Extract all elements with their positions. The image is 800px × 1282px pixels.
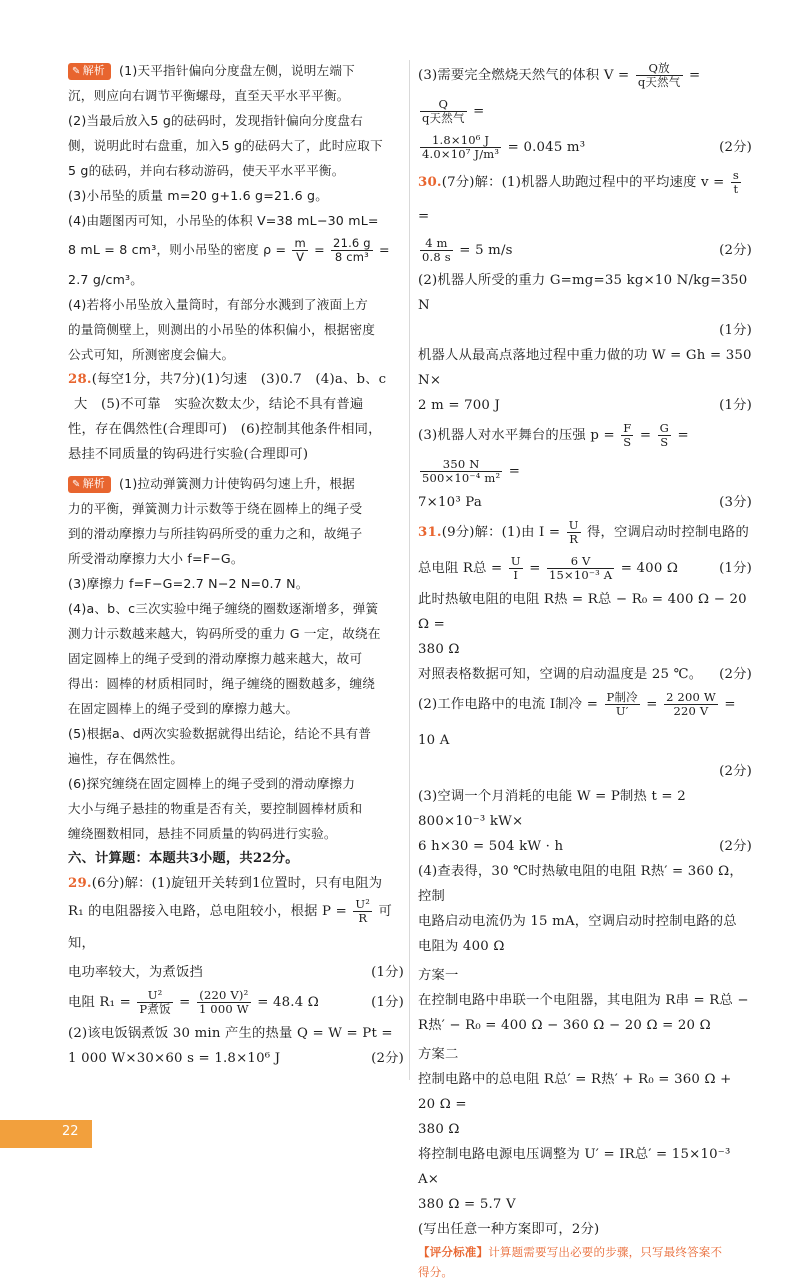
plan-note: (写出任意一种方案即可，2分)	[418, 1222, 600, 1237]
answer-line: 6 h×30 = 504 kW · h (2分)	[418, 834, 752, 859]
speed-value-line: $\frac{4 m}{0.8 s}$ = 5 m/s (2分)	[418, 234, 752, 268]
left-column	[68, 58, 404, 1071]
analysis-line: (3)摩擦力 f=F−G=2.7 N−2 N=0.7 N。	[68, 576, 309, 591]
analysis-line: (6)探究缠绕在固定圆棒上的绳子受到的滑动摩擦力	[68, 776, 356, 791]
score: (2分)	[719, 667, 752, 682]
plan-two-heading: 方案二	[418, 1047, 459, 1062]
answer-line: 性，存在偶然性(合理即可) (6)控制其他条件相同，	[68, 422, 382, 437]
fraction-u2-over-p: U² P煮饭	[139, 988, 171, 1016]
pen-icon: ✎	[72, 479, 81, 490]
analysis-27-p1: ✎ 解析 (1)天平指针偏向分度盘左侧，说明左端下	[68, 58, 404, 83]
answer-line: 380 Ω	[418, 1122, 460, 1137]
analysis-line: 沉，则应向右调节平衡螺母，直至天平水平平衡。	[68, 88, 350, 103]
score: (1分)	[719, 398, 752, 413]
answer-line: 电功率较大，为煮饭挡 (1分)	[68, 960, 404, 985]
question-number: 30.	[418, 175, 442, 190]
analysis-28-p1: ✎ 解析 (1)拉动弹簧测力计使钩码匀速上升，根据	[68, 471, 404, 496]
fraction-4m-over-08s: $\frac{4 m}{0.8 s}$	[422, 236, 451, 264]
answer-line: 电阻为 400 Ω	[418, 939, 505, 954]
question-28-answer: 28.(每空1分，共7分)(1)匀速 (3)0.7 (4)a、b、c	[68, 372, 387, 387]
answer-line: 悬挂不同质量的钩码进行实验(合理即可)	[68, 447, 309, 462]
page-number: 22	[62, 1124, 79, 1139]
right-column	[418, 58, 752, 1282]
answer-line: 控制电路中的总电阻 R总′ = R热′ + R₀ = 360 Ω + 20 Ω =	[418, 1072, 732, 1112]
answer-line: 对照表格数据可知，空调的启动温度是 25 ℃。 (2分)	[418, 662, 752, 687]
answer-line: (2)该电饭锅煮饭 30 min 产生的热量 Q = W = Pt =	[68, 1026, 393, 1041]
answer-line: 7×10³ Pa (3分)	[418, 490, 752, 515]
fraction-u-over-i: $\frac{U}{I}$	[510, 554, 521, 582]
fraction-u2-over-r: $\frac{\text{U²}}{R}$	[355, 897, 371, 925]
analysis-tag: ✎ 解析	[68, 476, 111, 493]
volume-formula-line: (3)需要完全燃烧天然气的体积 V = Q放 q天然气 = Q q天然气 =	[418, 61, 701, 125]
score: (2分)	[719, 839, 752, 854]
scoring-standard: 【评分标准】计算题需要写出必要的步骤，只写最终答案不 得分。	[418, 1245, 723, 1279]
score: (1分)	[371, 995, 404, 1010]
resistance-formula-line: 电阻 R₁ = U² P煮饭 = $\frac{\text{(220 V)²}}{1 000 W}$ = 48.4 Ω (1分)	[68, 985, 404, 1021]
analysis-line: 到的滑动摩擦力与所挂钩码所受的重力之和，故绳子	[68, 526, 363, 541]
analysis-line: 的量筒侧壁上，则测出的小吊坠的体积偏小，根据密度	[68, 322, 376, 337]
score: (3分)	[719, 495, 752, 510]
question-29-answer: 29.(6分)解：(1)旋钮开关转到1位置时，只有电阻为	[68, 876, 383, 891]
fraction-f-over-s: $\frac{F}{S}$	[623, 421, 632, 449]
answer-line: 380 Ω = 5.7 V	[418, 1197, 516, 1212]
fraction-q-over-q: Q放 q天然气	[637, 61, 681, 89]
analysis-line: 侧，说明此时右盘重，加入5 g的砝码大了，此时应取下	[68, 138, 383, 153]
fraction-q-over-q2: Q q天然气	[422, 97, 465, 125]
section-heading: 六、计算题：本题共3小题，共22分。	[68, 851, 299, 866]
question-31-answer: 31.(9分)解：(1)由 I = $\frac{U}{R}$ 得，空调启动时控制电路的	[418, 518, 749, 546]
answer-line: R热′ − R₀ = 400 Ω − 360 Ω − 20 Ω = 20 Ω	[418, 1018, 711, 1033]
score: (2分)	[719, 764, 752, 779]
fraction-s-over-t: $\frac{s}{t}$	[732, 168, 740, 196]
scoring-standard-tag: 【评分标准】	[418, 1245, 489, 1259]
analysis-line: 力的平衡，弹簧测力计示数等于绕在圆棒上的绳子受	[68, 501, 363, 516]
answer-line: 380 Ω	[418, 642, 460, 657]
answer-line: 机器人从最高点落地过程中重力做的功 W = Gh = 350 N×	[418, 348, 752, 388]
fraction-p-over-u: P制冷 U′	[606, 690, 638, 718]
score: (1分)	[719, 561, 752, 576]
question-number: 31.	[418, 525, 442, 540]
pressure-formula-line: (3)机器人对水平舞台的压强 p = $\frac{F}{S}$ = $\frac{G}{S}$ = $\frac{350 N}{\text{500×10⁻⁴ m²}}$ =	[418, 421, 689, 485]
score: (1分)	[719, 323, 752, 338]
analysis-tag: ✎ 解析	[68, 63, 111, 80]
answer-line: 在控制电路中串联一个电阻器，其电阻为 R串 = R总 −	[418, 993, 749, 1008]
answer-line: 2 m = 700 J (1分)	[418, 393, 752, 418]
analysis-line: (3)小吊坠的质量 m=20 g+1.6 g=21.6 g。	[68, 188, 329, 203]
answer-line: (2)机器人所受的重力 G=mg=35 kg×10 N/kg=350 N	[418, 273, 748, 313]
current-formula-line: (2)工作电路中的电流 I制冷 = P制冷 U′ = $\frac{2 200 W}{220 V}$ = 10 A	[418, 690, 736, 748]
analysis-line: (4)若将小吊坠放入量筒时，有部分水溅到了液面上方	[68, 297, 368, 312]
analysis-line: 5 g的砝码，并向右移动游码，使天平水平平衡。	[68, 163, 345, 178]
analysis-line: (2)当最后放入5 g的砝码时，发现指针偏向分度盘右	[68, 113, 363, 128]
analysis-line: 固定圆棒上的绳子受到的滑动摩擦力越来越大，故可	[68, 651, 363, 666]
fraction-resistance-value: $\frac{\text{(220 V)²}}{1 000 W}$	[198, 988, 249, 1016]
fraction-heat-over-q: $\frac{\text{1.8×10⁶ J}}{\text{4.0×10⁷ J/m³}}$	[422, 133, 500, 161]
fraction-u-over-r: $\frac{U}{R}$	[568, 518, 579, 546]
power-formula-line: R₁ 的电阻器接入电路，总电阻较小，根据 P = $\frac{\text{U²}}{R}$ 可知，	[68, 897, 393, 951]
answer-line: 1 000 W×30×60 s = 1.8×10⁶ J (2分)	[68, 1046, 404, 1071]
answer-line: 将控制电路电源电压调整为 U′ = IR总′ = 15×10⁻³ A×	[418, 1147, 731, 1187]
plan-one-heading: 方案一	[418, 968, 459, 983]
fraction-pressure-value: $\frac{350 N}{\text{500×10⁻⁴ m²}}$	[422, 457, 501, 485]
fraction-2200w-over-220v: $\frac{2 200 W}{220 V}$	[666, 690, 716, 718]
pen-icon: ✎	[72, 66, 81, 77]
answer-line: 此时热敏电阻的电阻 R热 = R总 − R₀ = 400 Ω − 20 Ω =	[418, 592, 747, 632]
analysis-line: 得出：圆棒的材质相同时，绳子缠绕的圈数越多，缠绕	[68, 676, 376, 691]
analysis-line: 2.7 g/cm³。	[68, 272, 144, 287]
fraction-6v-over-current: $\frac{6 V}{\text{15×10⁻³ A}}$	[548, 554, 613, 582]
question-number: 28.	[68, 372, 92, 387]
total-resistance-line: 总电阻 R总 = $\frac{U}{I}$ = $\frac{6 V}{\text{15×10⁻³ A}}$ = 400 Ω (1分)	[418, 551, 752, 587]
score: (2分)	[371, 1051, 404, 1066]
answer-line: (4)查表得，30 ℃时热敏电阻的电阻 R热′ = 360 Ω，控制	[418, 864, 743, 904]
analysis-line: 大小与绳子悬挂的物重是否有关，要控制圆棒材质和	[68, 801, 363, 816]
fraction-density-value: $\frac{21.6 g}{\text{8 cm³}}$	[333, 236, 371, 264]
density-formula-line: 8 mL = 8 cm³，则小吊坠的密度 ρ = $\frac{m}{V}$ = $\frac{21.6 g}{\text{8 cm³}}$ =	[68, 236, 390, 264]
score: (1分)	[371, 965, 404, 980]
score: (2分)	[719, 243, 752, 258]
volume-value-line: $\frac{\text{1.8×10⁶ J}}{\text{4.0×10⁷ J/m³}}$ = 0.045 m³ (2分)	[418, 130, 752, 166]
answer-line: 大 (5)不可靠 实验次数太少，结论不具有普遍	[74, 397, 364, 412]
analysis-line: 在固定圆棒上的绳子受到的摩擦力越大。	[68, 701, 299, 716]
analysis-line: 测力计示数越来越大，钩码所受的重力 G 一定，故绕在	[68, 626, 381, 641]
score: (2分)	[719, 140, 752, 155]
analysis-line: 所受滑动摩擦力大小 f=F−G。	[68, 551, 244, 566]
analysis-line: 公式可知，所测密度会偏大。	[68, 347, 235, 362]
analysis-line: (4)a、b、c三次实验中绳子缠绕的圈数逐渐增多，弹簧	[68, 601, 379, 616]
fraction-g-over-s: $\frac{G}{S}$	[659, 421, 670, 449]
analysis-line: 缠绕圈数相同，悬挂不同质量的钩码进行实验。	[68, 826, 337, 841]
answer-line: 电路启动电流仍为 15 mA，空调启动时控制电路的总	[418, 914, 737, 929]
question-30-answer: 30.(7分)解：(1)机器人助跑过程中的平均速度 v = $\frac{s}{t}$ =	[418, 168, 740, 224]
fraction-m-over-v: $\frac{m}{V}$	[294, 236, 306, 264]
analysis-line: 遍性，存在偶然性。	[68, 751, 184, 766]
question-number: 29.	[68, 876, 92, 891]
analysis-line: (5)根据a、d两次实验数据就得出结论，结论不具有普	[68, 726, 372, 741]
answer-line: (3)空调一个月消耗的电能 W = P制热 t = 2 800×10⁻³ kW×	[418, 789, 686, 829]
column-divider	[409, 60, 410, 1080]
analysis-line: (4)由题图丙可知，小吊坠的体积 V=38 mL−30 mL=	[68, 213, 379, 228]
